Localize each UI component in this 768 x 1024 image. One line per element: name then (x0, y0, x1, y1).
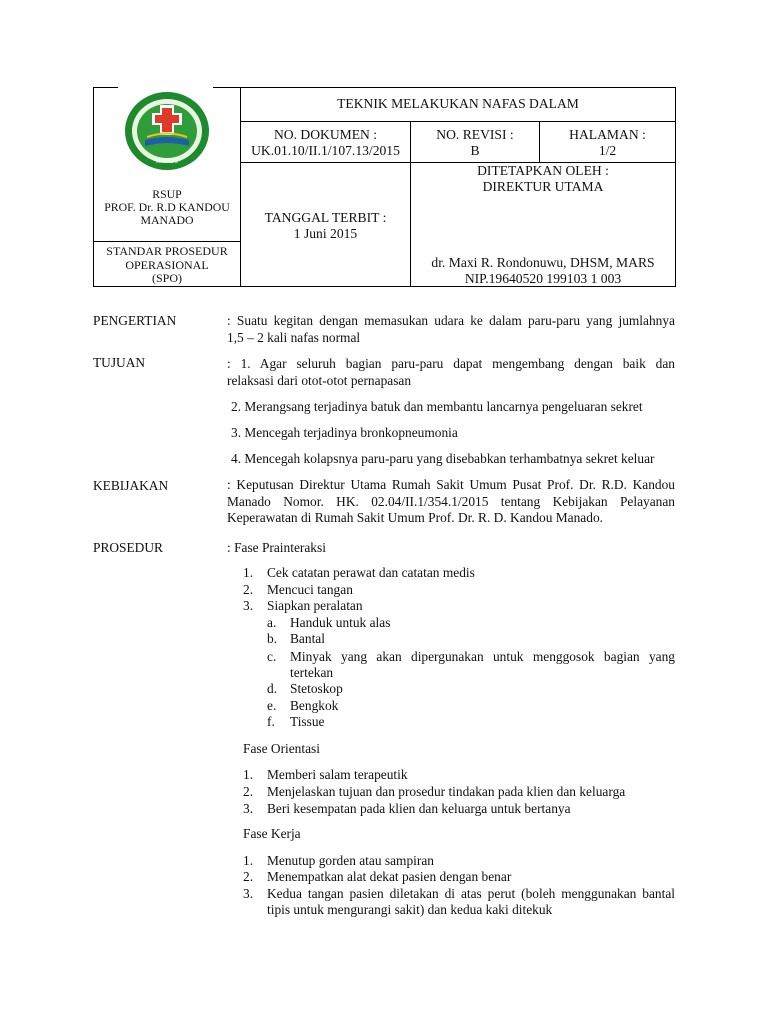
section-label-prosedur: PROSEDUR (93, 540, 163, 555)
list-item: Tissue (290, 714, 325, 729)
list-item: Cek catatan perawat dan catatan medis (267, 565, 475, 580)
hospital-name: RSUP PROF. Dr. R.D KANDOU MANADO (104, 187, 230, 227)
list-item: Menutup gorden atau sampiran (267, 853, 434, 868)
revision-cell: NO. REVISI : B (436, 127, 514, 158)
list-item: Menjelaskan tujuan dan prosedur tindakan pada klien dan keluarga (267, 784, 626, 799)
doc-number-cell: NO. DOKUMEN : UK.01.10/II.1/107.13/2015 (251, 127, 400, 158)
list-item-continuation: tipis untuk mengurangi sakit) dan kedua kaki ditekuk (267, 902, 553, 917)
table-spo-line (93, 241, 241, 242)
issue-date-cell: TANGGAL TERBIT : 1 Juni 2015 (264, 210, 387, 241)
tujuan-item-4: 4. Mencegah kolapsnya paru-paru yang disebabkan terhambatnya sekret keluar (231, 451, 655, 466)
list-item: Minyak yang akan dipergunakan untuk menggosok bagian yang (290, 649, 675, 664)
tujuan-item-3: 3. Mencegah terjadinya bronkopneumonia (231, 425, 458, 440)
page-cell: HALAMAN : 1/2 (569, 127, 646, 158)
list-item: Stetoskop (290, 681, 343, 696)
list-item: Kedua tangan pasien diletakan di atas perut (boleh menggunakan bantal (267, 886, 675, 901)
approver-signature-block: dr. Maxi R. Rondonuwu, DHSM, MARS NIP.19640520 199103 1 003 (431, 255, 655, 286)
list-item: Bengkok (290, 698, 339, 713)
tujuan-item-1: : 1. Agar seluruh bagian paru-paru dapat mengembang dengan baik dan relaksasi dari otot-otot pernapasan (227, 356, 675, 388)
list-item: Handuk untuk alas (290, 615, 391, 630)
phase-prainteraksi-title: : Fase Prainteraksi (227, 540, 326, 555)
table-row-line-1 (240, 121, 676, 122)
tujuan-item-2: 2. Merangsang terjadinya batuk dan membantu lancarnya pengeluaran sekret (231, 399, 643, 414)
list-item: Beri kesempatan pada klien dan keluarga untuk bertanya (267, 801, 571, 816)
list-item: Bantal (290, 631, 325, 646)
svg-text:MANADO: MANADO (156, 159, 178, 165)
list-item: Siapkan peralatan (267, 598, 363, 613)
kebijakan-text: : Keputusan Direktur Utama Rumah Sakit Umum Pusat Prof. Dr. R.D. Kandou Manado Nomor. HK. 02.04/II.1/354.1/2015 tentang Kebijakan Pelayanan Keperawatan di Rumah Sakit Umum Prof. Dr. R. D. Kandou Manado. (227, 477, 675, 525)
section-label-tujuan: TUJUAN (93, 355, 146, 370)
section-label-kebijakan: KEBIJAKAN (93, 478, 169, 493)
table-border-right (675, 87, 676, 287)
hospital-logo-icon (123, 90, 211, 172)
section-label-pengertian: PENGERTIAN (93, 313, 177, 328)
phase-kerja-title: Fase Kerja (243, 826, 301, 841)
list-item: Mencuci tangan (267, 582, 353, 597)
list-item: Memberi salam terapeutik (267, 767, 408, 782)
list-item-continuation: tertekan (290, 665, 334, 680)
document-title: TEKNIK MELAKUKAN NAFAS DALAM (337, 96, 579, 111)
approved-by-cell: DITETAPKAN OLEH : DIREKTUR UTAMA (477, 163, 609, 194)
pengertian-text: : Suatu kegitan dengan memasukan udara ke dalam paru-paru yang jumlahnya 1,5 – 2 kali nafas normal (227, 313, 675, 345)
phase-orientasi-title: Fase Orientasi (243, 741, 320, 756)
spo-label: STANDAR PROSEDUR OPERASIONAL (SPO) (106, 244, 228, 285)
list-item: Menempatkan alat dekat pasien dengan benar (267, 869, 512, 884)
